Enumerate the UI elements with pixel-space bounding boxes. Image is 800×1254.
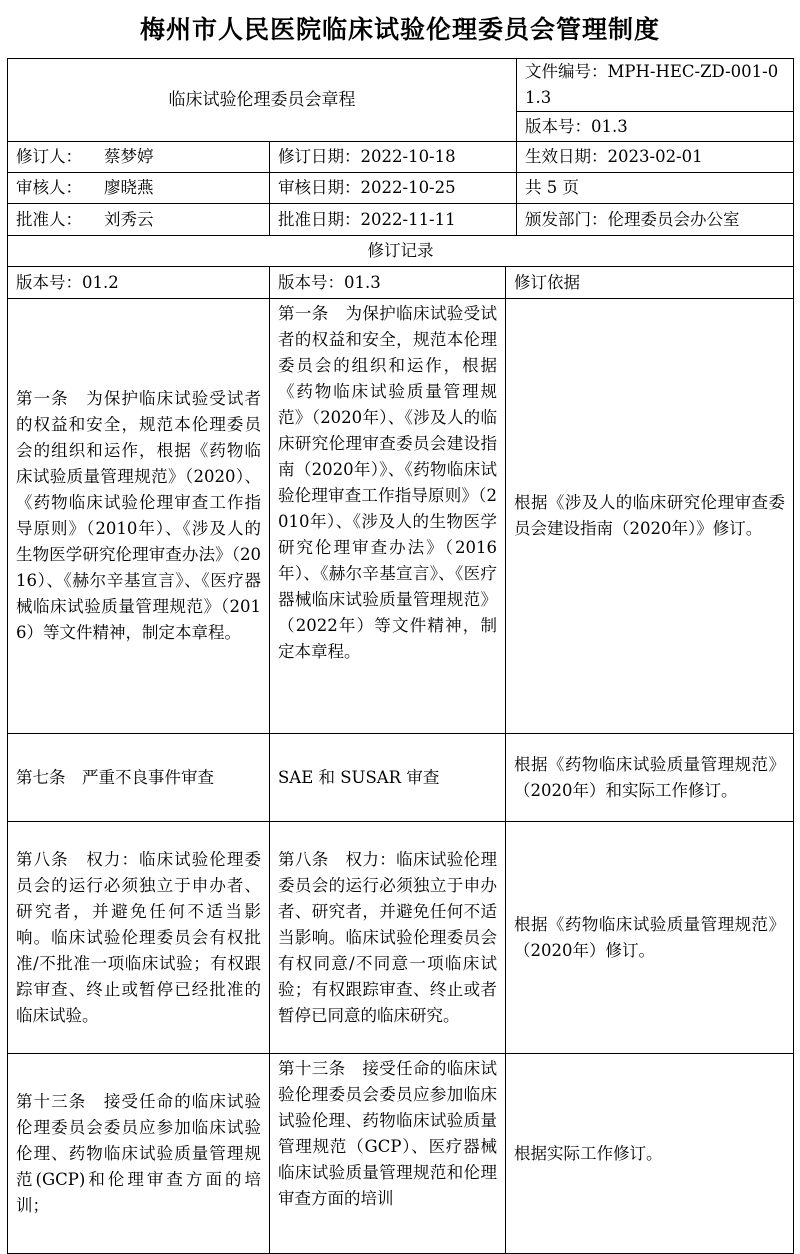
revision-row-old: 第十三条 接受任命的临床试验伦理委员会委员应参加临床试验伦理、药物临床试验质量管理规范(GCP)和伦理审查方面的培训； (8, 1054, 270, 1254)
approver-cell (8, 204, 270, 236)
revision-row-new: 第八条 权力：临床试验伦理委员会的运行必须独立于申办者、研究者，并避免任何不适当影响。临床试验伦理委员会有权同意/不同意一项临床试验；有权跟踪审查、终止或者暂停已同意的临床研究。 (270, 822, 506, 1054)
revision-row-basis: 根据实际工作修订。 (506, 1054, 794, 1254)
revise-date-label: 修订日期： (278, 147, 361, 166)
revision-row-old: 第一条 为保护临床试验受试者的权益和安全，规范本伦理委员会的组织和运作，根据《药物临床试验质量管理规范》（2020）、《药物临床试验伦理审查工作指导原则》（2010年）、《涉及人的生物医学研究伦理审查办法》（2016）、《赫尔辛基宣言》、《医疗器械临床试验质量管理规范》（2016）等文件精神，制定本章程。 (8, 299, 270, 734)
reviewer-cell (8, 173, 270, 204)
revise-date-cell (270, 142, 517, 173)
file-number-value: MPH-HEC-ZD-001-01.3 (525, 62, 779, 107)
version-number (517, 112, 794, 142)
revision-row-old: 第七条 严重不良事件审查 (8, 734, 270, 822)
effective-date-value: 2023-02-01 (607, 147, 703, 166)
reviewer-label: 审核人： (16, 178, 82, 197)
issuing-dept-value: 伦理委员会办公室 (607, 209, 740, 229)
col-header-new-version: 版本号：01.3 (270, 267, 506, 299)
revise-date-value: 2022-10-18 (360, 147, 456, 166)
page-count: 共 5 页 (517, 173, 794, 204)
issuing-dept-cell (517, 204, 794, 236)
review-date-label: 审核日期： (278, 178, 361, 197)
review-date-cell (270, 173, 517, 204)
reviser-cell (8, 142, 270, 173)
file-number-label: 文件编号： (525, 62, 608, 81)
revision-row-new: 第一条 为保护临床试验受试者的权益和安全，规范本伦理委员会的组织和运作，根据《药物临床试验质量管理规范》（2020年）、《涉及人的临床研究伦理审查委员会建设指南（2020年）》、《药物临床试验伦理审查工作指导原则》（2010年）、《涉及人的生物医学研究伦理审查办法》（2016年）、《赫尔辛基宣言》、《医疗器械临床试验质量管理规范》（2022年）等文件精神，制定本章程。 (270, 299, 506, 734)
approve-date-cell (270, 204, 517, 236)
approve-date-value: 2022-11-11 (360, 209, 456, 229)
file-number (517, 59, 794, 112)
document-table (7, 58, 794, 1254)
effective-date-label: 生效日期： (525, 147, 608, 166)
revision-row-basis: 根据《涉及人的临床研究伦理审查委员会建设指南（2020年）》修订。 (506, 299, 794, 734)
approver-value: 刘秀云 (104, 209, 154, 229)
revision-row-old: 第八条 权力：临床试验伦理委员会的运行必须独立于申办者、研究者，并避免任何不适当影响。临床试验伦理委员会有权批准/不批准一项临床试验；有权跟踪审查、终止或暂停已经批准的临床试验。 (8, 822, 270, 1054)
reviser-value: 蔡梦婷 (104, 147, 154, 166)
col-header-old-version: 版本号：01.2 (8, 267, 270, 299)
version-label: 版本号： (525, 116, 591, 136)
approver-label: 批准人： (16, 209, 82, 229)
issuing-dept-label: 颁发部门： (525, 209, 608, 229)
reviewer-value: 廖晓燕 (104, 178, 154, 197)
revision-record-title: 修订记录 (8, 236, 794, 267)
approve-date-label: 批准日期： (278, 209, 361, 229)
revision-row-new: 第十三条 接受任命的临床试验伦理委员会委员应参加临床试验伦理、药物临床试验质量管理规范（GCP）、医疗器械临床试验质量管理规范和伦理审查方面的培训 (270, 1054, 506, 1254)
revision-row-basis: 根据《药物临床试验质量管理规范》（2020年）修订。 (506, 822, 794, 1054)
page-title: 梅州市人民医院临床试验伦理委员会管理制度 (139, 15, 660, 44)
review-date-value: 2022-10-25 (360, 178, 456, 197)
revision-row-new: SAE 和 SUSAR 审查 (270, 734, 506, 822)
revision-row-basis: 根据《药物临床试验质量管理规范》（2020年）和实际工作修订。 (506, 734, 794, 822)
col-header-basis: 修订依据 (506, 267, 794, 299)
reviser-label: 修订人： (16, 147, 82, 166)
effective-date-cell (517, 142, 794, 173)
version-value: 01.3 (591, 116, 628, 136)
document-name: 临床试验伦理委员会章程 (8, 59, 517, 142)
